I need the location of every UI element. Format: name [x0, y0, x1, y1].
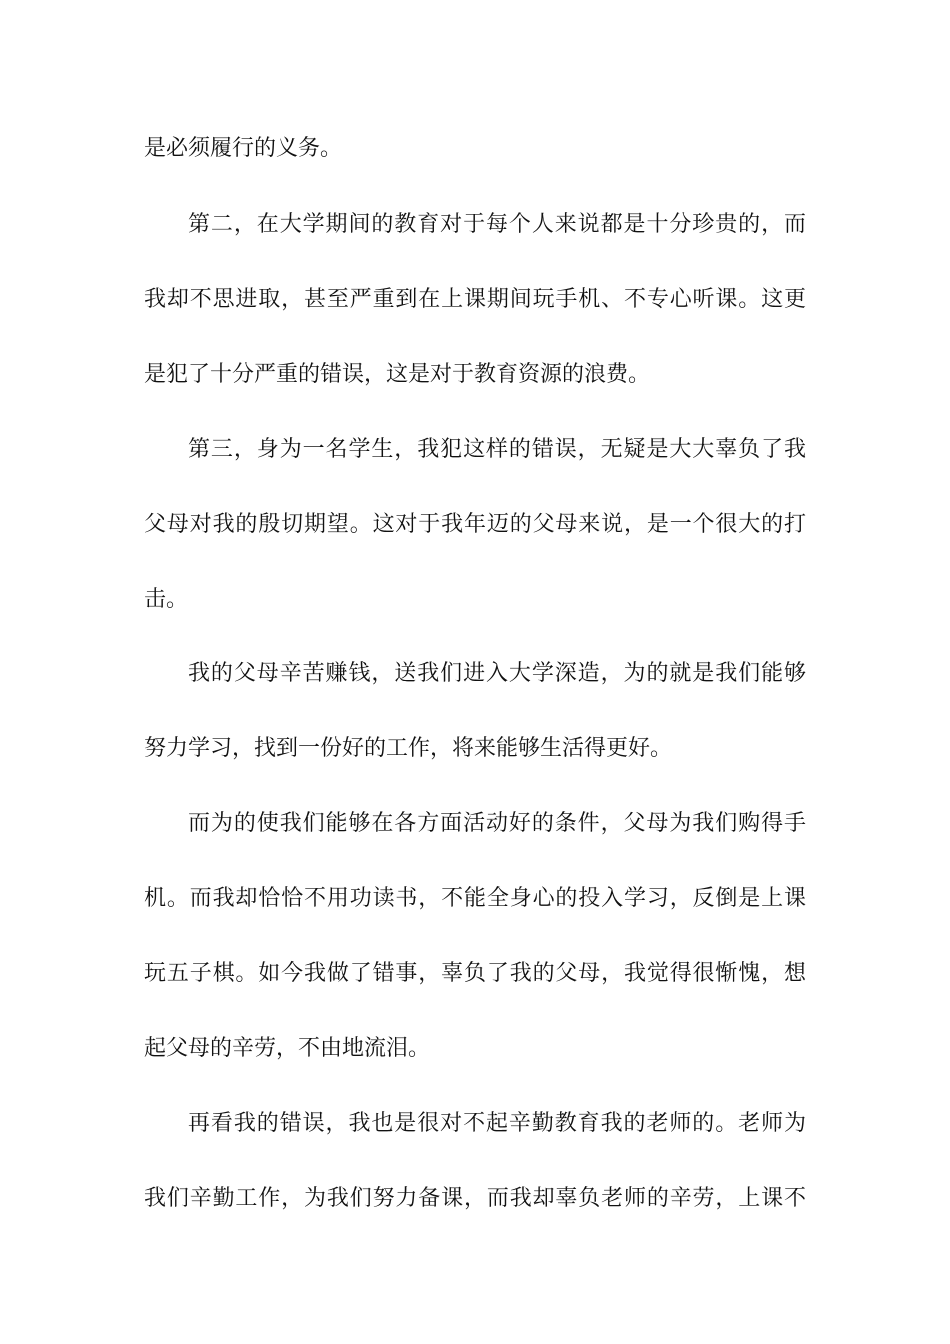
- text-line: 父母对我的殷切期望。这对于我年迈的父母来说，是一个很大的打: [144, 512, 806, 537]
- text-line: 机。而我却恰恰不用功读书，不能全身心的投入学习，反倒是上课: [144, 886, 806, 911]
- text-line: 第三，身为一名学生，我犯这样的错误，无疑是大大辜负了我: [188, 437, 806, 462]
- text-line: 我的父母辛苦赚钱，送我们进入大学深造，为的就是我们能够: [188, 661, 806, 686]
- text-line: 击。: [144, 587, 189, 612]
- text-line: 再看我的错误，我也是很对不起辛勤教育我的老师的。老师为: [188, 1111, 806, 1136]
- text-line: 是必须履行的义务。: [144, 136, 343, 161]
- text-line: 我却不思进取，甚至严重到在上课期间玩手机、不专心听课。这更: [144, 287, 806, 312]
- text-line: 第二，在大学期间的教育对于每个人来说都是十分珍贵的，而: [188, 212, 806, 237]
- text-line: 是犯了十分严重的错误，这是对于教育资源的浪费。: [144, 362, 651, 387]
- text-line: 而为的使我们能够在各方面活动好的条件，父母为我们购得手: [188, 811, 806, 836]
- text-line: 玩五子棋。如今我做了错事，辜负了我的父母，我觉得很惭愧，想: [144, 961, 806, 986]
- text-line: 我们辛勤工作，为我们努力备课，而我却辜负老师的辛劳，上课不: [144, 1186, 806, 1211]
- text-line: 起父母的辛劳，不由地流泪。: [144, 1036, 431, 1061]
- text-line: 努力学习，找到一份好的工作，将来能够生活得更好。: [144, 736, 673, 761]
